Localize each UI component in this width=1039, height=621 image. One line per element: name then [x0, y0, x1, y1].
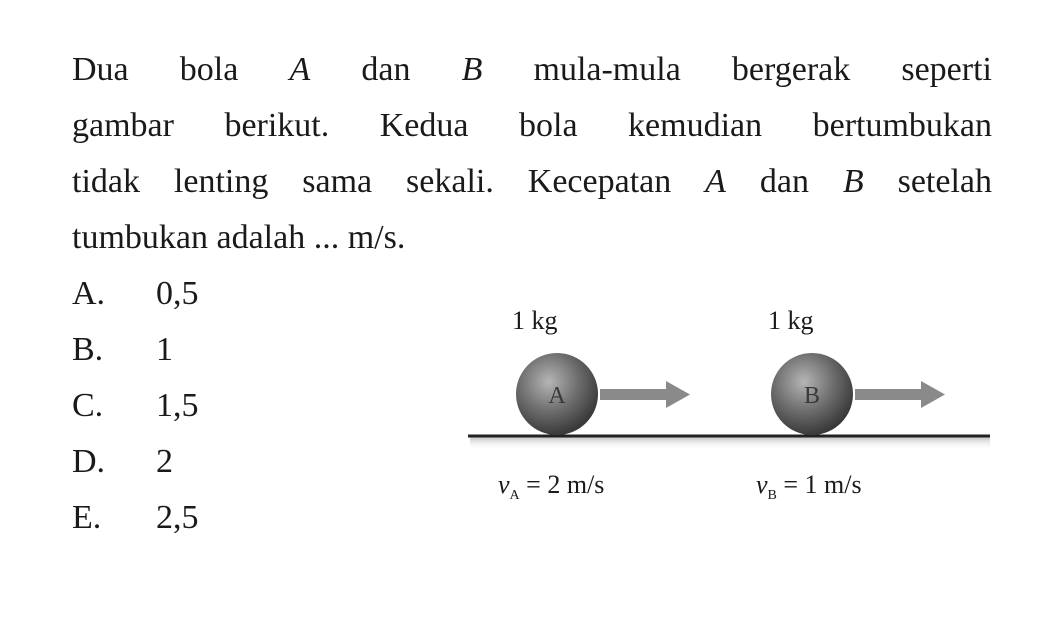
answer-options: [72, 266, 199, 546]
mass-a-label: 1 kg: [512, 306, 558, 335]
question-line-2: gambar berikut. Kedua bola kemudian bertumbukan: [72, 107, 992, 144]
option-letter: B.: [72, 331, 104, 368]
option-value: 0,5: [156, 275, 199, 312]
collision-figure: [460, 290, 1000, 520]
question-line-4: tumbukan adalah ... m/s.: [72, 219, 406, 256]
option-letter: E.: [72, 499, 102, 536]
option-a[interactable]: [72, 266, 199, 322]
question-text: [72, 42, 992, 266]
option-b[interactable]: [72, 322, 199, 378]
option-letter: A.: [72, 275, 106, 312]
option-e[interactable]: [72, 490, 199, 546]
option-value: 2: [156, 443, 173, 480]
arrow-a-shaft: [600, 389, 670, 400]
option-value: 2,5: [156, 499, 199, 536]
option-c[interactable]: [72, 378, 199, 434]
velocity-b-label: $v_B = 1$ m/s: [756, 470, 862, 504]
arrow-a-icon: [666, 381, 690, 408]
ground-shadow: [470, 436, 990, 450]
option-value: 1: [156, 331, 173, 368]
ball-a-label: A: [548, 383, 566, 409]
arrow-b-icon: [921, 381, 945, 408]
option-d[interactable]: [72, 434, 199, 490]
question-line-1: Dua bola A dan B mula-mula bergerak seperti: [72, 51, 992, 88]
question-line-3: tidak lenting sama sekali. Kecepatan A dan B setelah: [72, 163, 992, 200]
velocity-a-label: $v_A = 2$ m/s: [498, 470, 605, 504]
mass-b-label: 1 kg: [768, 306, 814, 335]
arrow-b-shaft: [855, 389, 925, 400]
ball-b-label: B: [803, 383, 821, 409]
option-value: 1,5: [156, 387, 199, 424]
option-letter: C.: [72, 387, 104, 424]
option-letter: D.: [72, 443, 106, 480]
